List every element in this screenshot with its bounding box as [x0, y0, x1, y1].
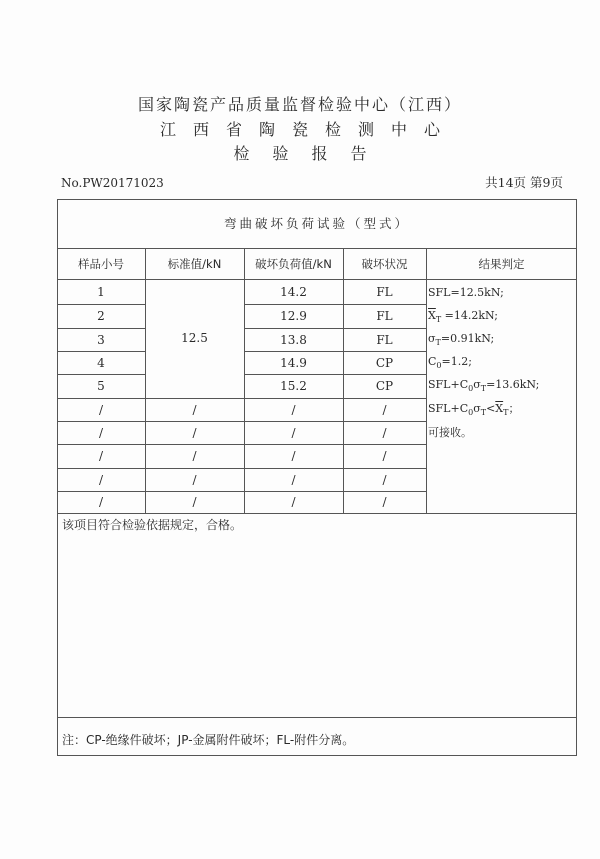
table-row-no: / [98, 495, 104, 509]
table-row-status: / [382, 426, 387, 440]
result-accept: 可接收。 [428, 426, 472, 439]
footnote: 注：CP-绝缘件破坏；JP-金属附件破坏；FL-附件分离。 [62, 733, 355, 747]
table-row-load: 12.9 [280, 309, 307, 323]
result-comparison: $SFL+C_0\sigma_T<\overline{X}_T$； [428, 402, 520, 418]
table-row-status: / [382, 473, 387, 487]
table-row-load: 14.9 [280, 356, 307, 370]
table-title: 弯曲破坏负荷试验（型式） [223, 216, 410, 231]
table-row-load: / [291, 426, 296, 440]
table-row-load: / [291, 495, 296, 509]
table-row-status: FL [376, 309, 393, 323]
result-xt: $\overline{X}_T =14.2kN$; [428, 309, 498, 325]
rule [57, 717, 577, 718]
table-row-std: / [192, 473, 197, 487]
table-row-std: / [192, 426, 197, 440]
table-row-load: / [291, 403, 296, 417]
conclusion-text: 该项目符合检验依据规定，合格。 [62, 518, 243, 532]
table-row-no: / [98, 426, 104, 440]
result-c0: $C_0=1.2$; [428, 355, 472, 371]
table-row-load: 14.2 [280, 285, 307, 299]
header-center: 江西省陶瓷检测中心 [159, 120, 457, 139]
table-row-std: / [192, 449, 197, 463]
result-limit: $SFL+C_0\sigma_T=13.6kN$; [428, 378, 540, 394]
table-row-status: CP [375, 379, 394, 393]
table-row-status: / [382, 403, 387, 417]
header-institution: 国家陶瓷产品质量监督检验中心（江西） [137, 95, 462, 114]
standard-value: 12.5 [181, 331, 208, 345]
table-row-std: / [192, 495, 197, 509]
table-row-status: FL [376, 333, 393, 347]
table-row-load: / [291, 473, 296, 487]
table-row-no: 1 [97, 285, 105, 299]
table-row-no: / [98, 449, 104, 463]
table-row-no: / [98, 403, 104, 417]
col-header-sample-no: 样品小号 [78, 257, 124, 271]
page-info: 共14页 第9页 [485, 175, 563, 190]
result-sfl: SFL=12.5kN; [428, 286, 504, 299]
table-row-no: 3 [97, 333, 105, 347]
rule [57, 248, 577, 249]
table-row-no: / [98, 473, 104, 487]
table-row-load: / [291, 449, 296, 463]
table-row-no: 5 [97, 379, 105, 393]
col-header-status: 破坏状况 [361, 257, 408, 271]
table-row-no: 4 [97, 356, 105, 370]
table-row-status: / [382, 449, 387, 463]
table-row-status: CP [375, 356, 394, 370]
rule [57, 513, 577, 514]
report-number: No.PW20171023 [61, 176, 164, 190]
table-row-load: 15.2 [280, 379, 307, 393]
table-row-std: / [192, 403, 197, 417]
table-row-status: / [382, 495, 387, 509]
col-header-standard: 标准值/kN [167, 257, 222, 271]
table-row-status: FL [376, 285, 393, 299]
table-row-no: 2 [97, 309, 105, 323]
col-header-result: 结果判定 [478, 257, 525, 271]
table-row-load: 13.8 [280, 333, 307, 347]
rule [57, 279, 577, 280]
col-header-load: 破坏负荷值/kN [255, 257, 332, 271]
rule [426, 248, 427, 513]
header-report-type: 检验报告 [233, 144, 390, 163]
result-sigma: $\sigma_T=0.91kN$; [428, 332, 495, 348]
